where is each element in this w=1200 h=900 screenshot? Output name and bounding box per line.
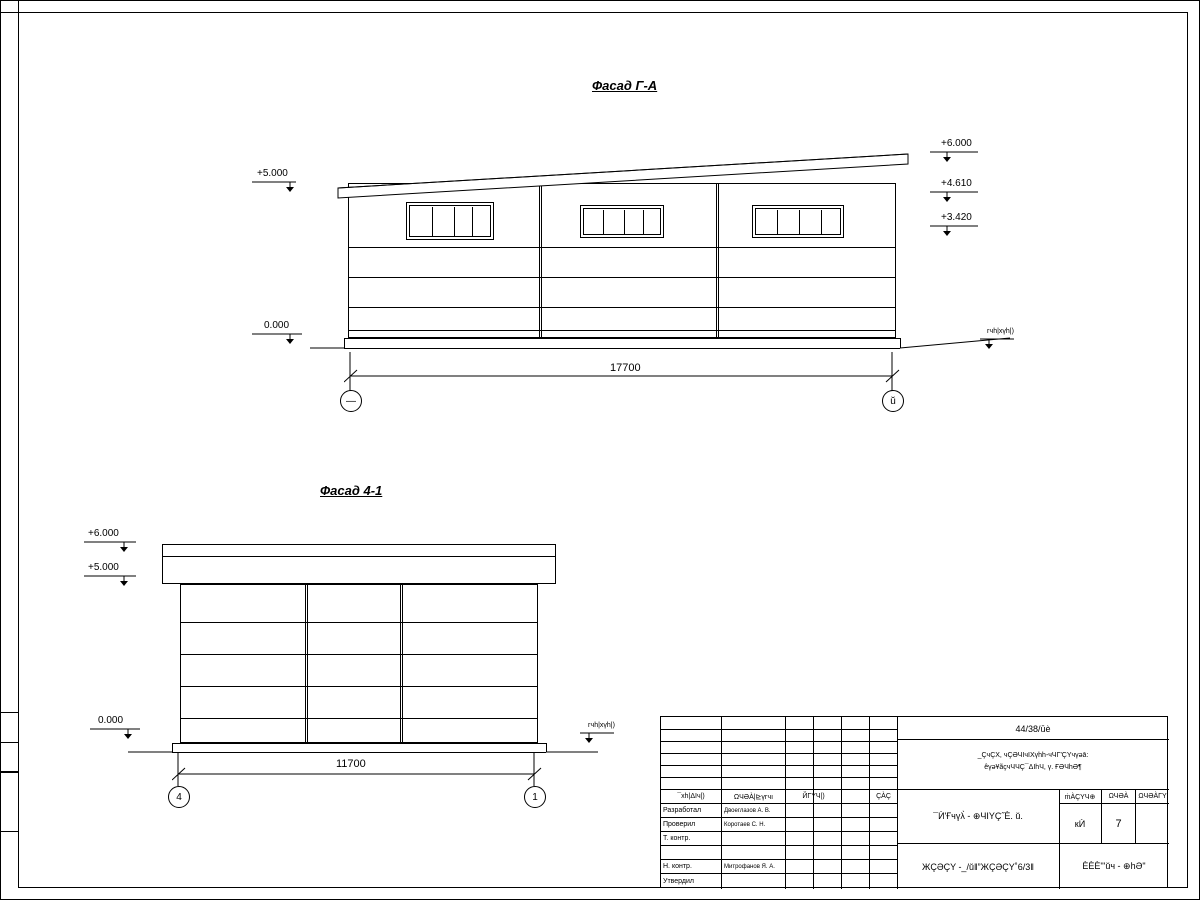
facade1-level-6000-arrow bbox=[930, 148, 980, 164]
facade2-joint-3 bbox=[400, 584, 401, 743]
facade1-window-2 bbox=[580, 205, 664, 238]
facade1-window-3 bbox=[752, 205, 844, 238]
tb-stage-value: кЍ bbox=[1074, 818, 1086, 829]
facade1-dimension-value: 17700 bbox=[610, 362, 641, 374]
facade2-roof-line bbox=[163, 556, 555, 557]
facade1-level-4610-arrow bbox=[930, 188, 980, 204]
facade1-level-5000: +5.000 bbox=[257, 168, 288, 179]
facade1-level-ground-note: гчһ|хүһ|) bbox=[987, 328, 1014, 335]
facade1-window-3-mullion-3 bbox=[821, 210, 822, 235]
facade2-level-0000: 0.000 bbox=[98, 715, 124, 726]
facade1-band-2 bbox=[349, 277, 895, 278]
facade1-level-4610: +4.610 bbox=[941, 178, 972, 189]
facade1-level-0000-arrow bbox=[252, 330, 308, 346]
facade1-band-1 bbox=[349, 247, 895, 248]
tb-object-line1: _ÇчÇX, чÇƏЧIчIXүһһ‑чЧΓ'ÇYчүәā: bbox=[977, 751, 1089, 759]
facade1-window-1 bbox=[406, 202, 494, 240]
tb-stage-title: ¯Ѝ'Ғчүλ̀ - ⊕ЧIYÇ˝È. ŭ. bbox=[933, 811, 1023, 821]
margin-stub-top bbox=[0, 0, 19, 13]
facade1-axis-right-bubble: ŭ bbox=[882, 390, 904, 412]
tb-h-right-1 bbox=[897, 739, 1169, 740]
facade1-level-3420: +3.420 bbox=[941, 212, 972, 223]
facade1-joint-1 bbox=[539, 183, 540, 338]
facade2-axis-left-bubble: 4 bbox=[168, 786, 190, 808]
tb-sheet-header-3: ΩЧӘÀΓY bbox=[1138, 793, 1167, 800]
facade1-roof bbox=[330, 140, 910, 200]
facade1-band-3 bbox=[349, 307, 895, 308]
facade1-window-3-mullion-2 bbox=[799, 210, 800, 235]
tb-h-5 bbox=[661, 777, 897, 778]
facade2-dimension-value: 11700 bbox=[336, 758, 366, 770]
facade2-level-0000-arrow bbox=[90, 725, 146, 741]
facade1-ground-note-arrow bbox=[980, 336, 1020, 352]
facade2-level-5000: +5.000 bbox=[88, 562, 119, 573]
facade2-joint-1 bbox=[305, 584, 306, 743]
tb-sheet-value: 7 bbox=[1115, 817, 1122, 830]
facade1-window-2-mullion-2 bbox=[624, 210, 625, 235]
tb-name-5: Митрофанов Я. А. bbox=[724, 863, 775, 870]
tb-sheet-header-1: ṁÀÇYЧ⊕ bbox=[1064, 793, 1096, 801]
facade1-joint-3 bbox=[716, 183, 717, 338]
facade2-axis-right-bubble: 1 bbox=[524, 786, 546, 808]
margin-stub-bottom bbox=[0, 772, 19, 832]
facade1-window-1-mullion-3 bbox=[472, 207, 473, 237]
tb-name-2: Коротаев С. Н. bbox=[724, 821, 766, 828]
facade2-band-3 bbox=[181, 686, 537, 687]
title-block bbox=[660, 716, 1168, 888]
facade1-title: Фасад Г-А bbox=[592, 78, 658, 93]
facade1-axis-left-bubble: — bbox=[340, 390, 362, 412]
facade1-window-1-inner bbox=[409, 205, 491, 237]
tb-name-6 bbox=[722, 874, 785, 888]
tb-col-header-2: ΩЧӘÀ|⊵үгчı bbox=[733, 793, 774, 801]
facade2-level-5000-arrow bbox=[84, 572, 140, 588]
tb-col-header-3: ЙΓYЧ|) bbox=[802, 793, 825, 800]
facade2-level-6000-arrow bbox=[84, 538, 140, 554]
facade2-wall bbox=[180, 584, 538, 743]
facade2-band-2 bbox=[181, 654, 537, 655]
facade1-window-2-inner bbox=[583, 208, 661, 235]
tb-h-4 bbox=[661, 765, 897, 766]
tb-role-1: Разработал bbox=[663, 807, 702, 814]
facade1-level-5000-arrow bbox=[252, 178, 302, 194]
tb-h-1 bbox=[661, 729, 897, 730]
facade1-window-2-mullion-1 bbox=[603, 210, 604, 235]
tb-bottom-left: ЖÇӘÇY ‑_/ŭ‖”ЖÇӘÇY˚6/3‖ bbox=[922, 861, 1034, 872]
facade2-joint-2 bbox=[307, 584, 308, 743]
tb-sheet-header-2: ΩЧӘÀ bbox=[1108, 793, 1129, 800]
tb-role-5: Н. контр. bbox=[663, 863, 692, 870]
tb-role-2: Проверил bbox=[663, 821, 696, 828]
tb-h-2 bbox=[661, 741, 897, 742]
facade2-level-ground-note: гчһ|хүһ|) bbox=[588, 722, 615, 729]
facade1-window-3-inner bbox=[755, 208, 841, 235]
facade2-level-6000: +6.000 bbox=[88, 528, 119, 539]
tb-role-6: Утвердил bbox=[663, 877, 694, 885]
facade1-window-3-mullion-1 bbox=[777, 210, 778, 235]
tb-name-1: Двоеглазов А. В. bbox=[724, 807, 771, 814]
facade1-window-2-mullion-3 bbox=[643, 210, 644, 235]
tb-h-3 bbox=[661, 753, 897, 754]
tb-col-header-1: ¯хһ|ΔIч|) bbox=[677, 793, 705, 800]
tb-col-header-4: ÇÀÇ bbox=[876, 793, 891, 800]
tb-name-4 bbox=[722, 846, 785, 859]
facade2-ground-note-arrow bbox=[580, 730, 620, 746]
facade1-level-6000: +6.000 bbox=[941, 138, 972, 149]
facade2-band-1 bbox=[181, 622, 537, 623]
facade2-roof-slab bbox=[162, 544, 556, 584]
facade1-level-3420-arrow bbox=[930, 222, 980, 238]
tb-bottom-right: ÈÈÈ'"ŭч - ⊕һӘ" bbox=[1082, 861, 1146, 871]
facade1-window-1-mullion-1 bbox=[432, 207, 433, 237]
facade1-joint-2 bbox=[541, 183, 542, 338]
tb-total-value bbox=[1136, 804, 1169, 843]
facade2-band-4 bbox=[181, 718, 537, 719]
facade1-window-1-mullion-2 bbox=[454, 207, 455, 237]
tb-name-3 bbox=[722, 832, 785, 845]
facade1-dimension-line bbox=[344, 352, 904, 402]
margin-divider bbox=[0, 742, 19, 743]
tb-object-line2: êүәҰãçчЧЧÇ¯ΔIһЧ, ү. ҒӘЧһӘ¶ bbox=[984, 763, 1082, 771]
facade2-title: Фасад 4-1 bbox=[320, 483, 383, 498]
tb-role-3: Т. контр. bbox=[663, 835, 691, 842]
facade1-joint-4 bbox=[718, 183, 719, 338]
facade1-level-0000: 0.000 bbox=[264, 320, 290, 331]
tb-code: 44/38/ūè bbox=[1015, 723, 1051, 734]
tb-role-4 bbox=[661, 846, 721, 859]
facade2-joint-4 bbox=[402, 584, 403, 743]
